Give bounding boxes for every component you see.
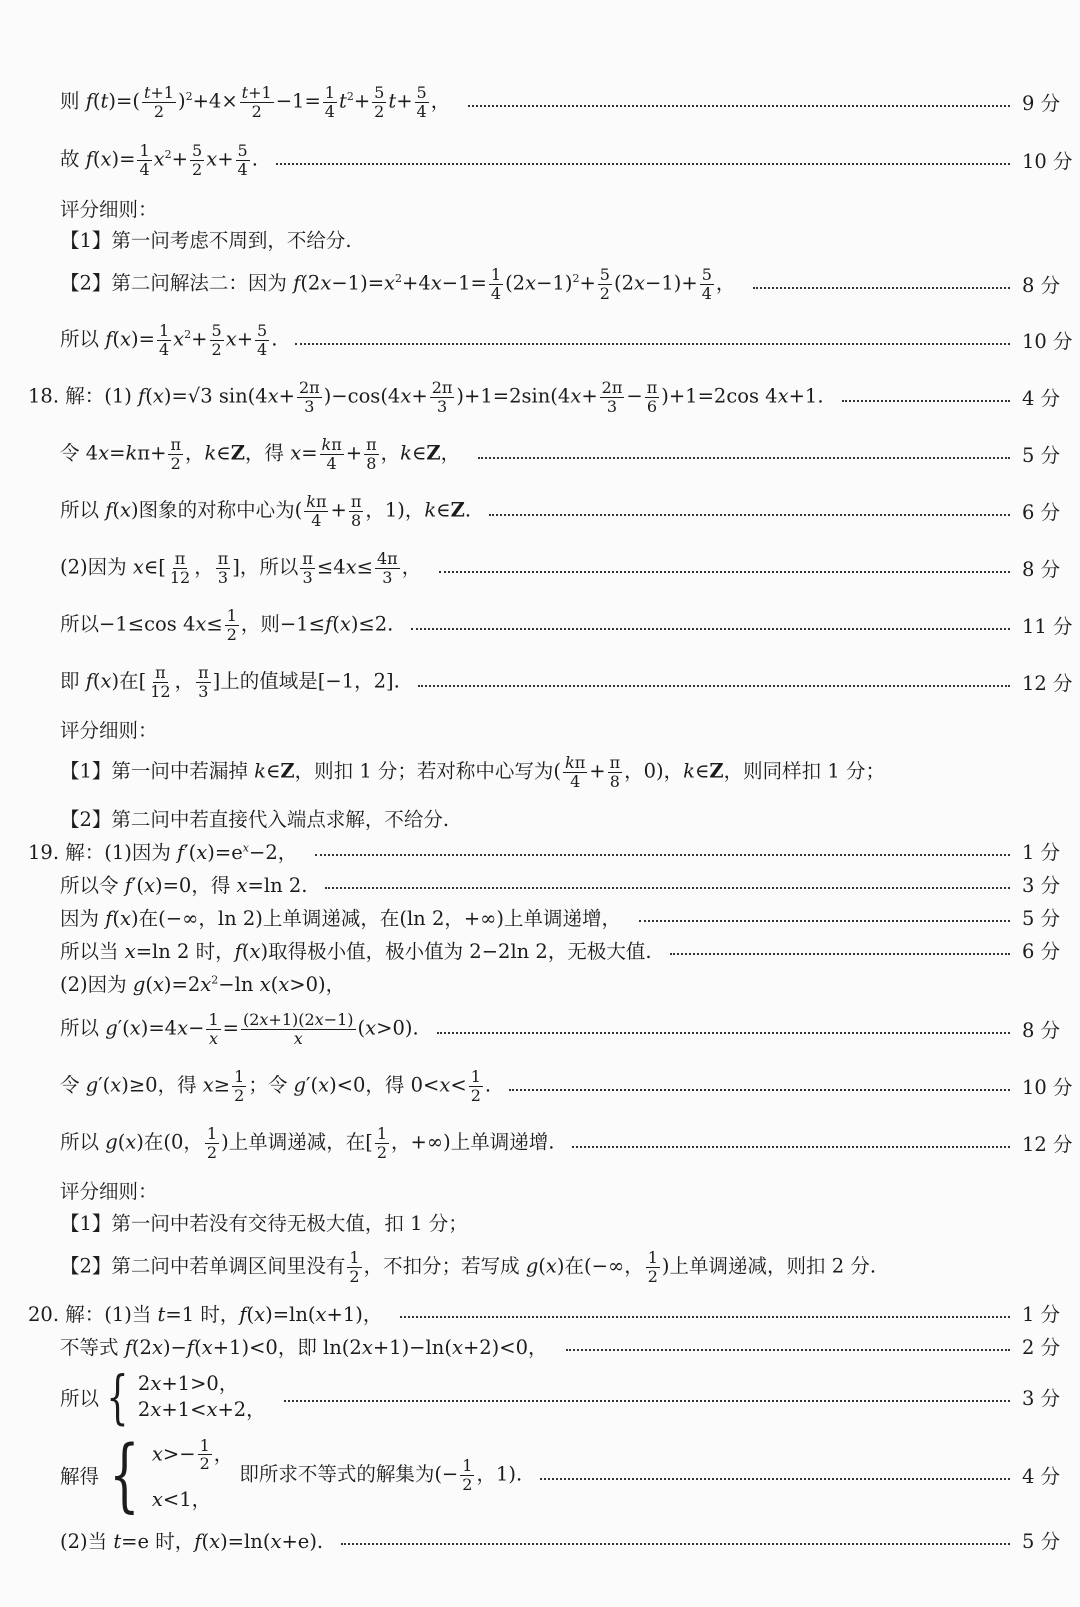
solution-line xyxy=(0,262,1080,306)
score-label: 12 分 xyxy=(1022,1133,1073,1156)
grading-rule: 【1】第一问中若没有交待无极大值，扣 1 分； xyxy=(60,1212,468,1235)
solution-line xyxy=(0,1298,1080,1328)
leader-dots xyxy=(489,514,1010,516)
leader-dots xyxy=(566,1349,1010,1351)
math-expression: 【2】第二问中若单调区间里没有 $\frac{1}{2}$ ，不扣分；若写成 g(x)在(−∞， $\frac{1}{2}$ )上单调递减，则扣 2 分. xyxy=(60,1247,877,1286)
leader-dots xyxy=(842,400,1010,402)
grading-rule xyxy=(0,1245,1080,1289)
leader-dots xyxy=(439,571,1010,573)
score-label: 11 分 xyxy=(1022,615,1073,638)
score-label: 8 分 xyxy=(1022,274,1061,297)
grading-heading: 评分细则： xyxy=(60,719,158,742)
solution-line xyxy=(0,1331,1080,1361)
math-expression: 20. 解：(1)当 t=1 时，f(x)=ln(x+1)， xyxy=(28,1303,383,1326)
math-expression: 19. 解：(1)因为 $f'(x)=e^x-2$， xyxy=(28,841,298,864)
score-label: 5 分 xyxy=(1022,1530,1061,1553)
math-expression: 所以 { 2x+1>0， 2x+1<x+2， xyxy=(60,1363,266,1431)
leader-dots xyxy=(341,1543,1010,1545)
solution-line xyxy=(0,546,1080,590)
math-expression: 则 f(t)=( $\frac{t+1}{2}$ )$^2$+4× $\frac{t+1}{2}$ −1= $\frac{1}{4}$ $t^2+$ $\frac{5}{2}$ t+ $\frac{5}{4}$ ， xyxy=(60,82,451,121)
leader-dots xyxy=(400,1316,1010,1318)
solution-line xyxy=(0,660,1080,704)
math-expression: 即 f(x)在[ $\frac{\pi}{12}$ ， $\frac{\pi}{3}$ ]上的值域是[−1，2]. xyxy=(60,662,400,701)
grading-heading: 评分细则： xyxy=(60,198,158,221)
leader-dots xyxy=(418,685,1010,687)
solution-line xyxy=(0,375,1080,419)
leader-dots xyxy=(509,1089,1010,1091)
score-label: 10 分 xyxy=(1022,150,1073,173)
score-label: 4 分 xyxy=(1022,387,1061,410)
score-label: 6 分 xyxy=(1022,940,1061,963)
solution-line xyxy=(0,432,1080,476)
solution-line xyxy=(0,869,1080,899)
solution-line xyxy=(0,489,1080,533)
score-label: 4 分 xyxy=(1022,1465,1061,1488)
solution-line xyxy=(0,1007,1080,1051)
leader-dots xyxy=(276,163,1010,165)
solution-line xyxy=(0,1064,1080,1108)
math-expression: 所以 f(x)图象的对称中心为( $\frac{k\pi}{4}$ + $\frac{\pi}{8}$ ，1)，k∈Z. xyxy=(60,491,472,530)
leader-dots xyxy=(670,953,1010,955)
math-expression: 故 f(x)= $\frac{1}{4}$ $x^2+$ $\frac{5}{2}$ x+ $\frac{5}{4}$ . xyxy=(60,140,258,179)
leader-dots xyxy=(540,1478,1010,1480)
leader-dots xyxy=(284,1400,1010,1402)
grading-rule xyxy=(0,750,1080,794)
solution-line xyxy=(0,1428,1080,1521)
leader-dots xyxy=(468,105,1010,107)
solution-line xyxy=(0,80,1080,124)
math-expression: 所以 g′(x)=4x− $\frac{1}{x}$ = $\frac{(2x+1)(2x-1)}{x}$ (x>0). xyxy=(60,1009,419,1048)
leader-dots xyxy=(315,854,1010,856)
leader-dots xyxy=(411,628,1010,630)
solution-line xyxy=(0,968,1080,998)
score-label: 3 分 xyxy=(1022,1387,1061,1410)
score-label: 9 分 xyxy=(1022,92,1061,115)
score-label: 8 分 xyxy=(1022,558,1061,581)
score-label: 1 分 xyxy=(1022,1303,1061,1326)
score-label: 3 分 xyxy=(1022,874,1061,897)
math-expression: 解得 { x>− $\frac{1}{2}$ ， x<1， 即所求不等式的解集为(− $\frac{1}{2}$ ，1). xyxy=(60,1428,523,1521)
solution-line xyxy=(0,935,1080,965)
grading-rule: 【2】第二问中若直接代入端点求解，不给分. xyxy=(60,808,450,831)
math-expression: 因为 f(x)在(−∞，ln 2)上单调递减，在(ln 2，+∞)上单调递增， xyxy=(60,907,622,930)
math-expression: 所以令 f′(x)=0，得 x=ln 2. xyxy=(60,874,308,897)
leader-dots xyxy=(572,1146,1010,1148)
leader-dots xyxy=(325,887,1010,889)
score-label: 8 分 xyxy=(1022,1019,1061,1042)
leader-dots xyxy=(639,920,1010,922)
score-label: 2 分 xyxy=(1022,1336,1061,1359)
math-expression: (2)当 t=e 时，f(x)=ln(x+e). xyxy=(60,1530,324,1553)
solution-line xyxy=(0,138,1080,182)
score-label: 1 分 xyxy=(1022,841,1061,864)
math-expression: (2)因为 $g(x)=2x^2-\ln$ x(x>0)， xyxy=(60,973,346,996)
math-expression: 18. 解：(1) f(x)=√3 sin(4x+ $\frac{2\pi}{3}$ )−cos(4x+ $\frac{2\pi}{3}$ )+1=2sin(4x+ $\frac{2\pi}{3}$ − $\frac{\pi}{6}$ )+1=2cos 4x+1. xyxy=(28,377,824,416)
score-label: 5 分 xyxy=(1022,907,1061,930)
leader-dots xyxy=(295,343,1010,345)
solution-line xyxy=(0,836,1080,866)
solution-line xyxy=(0,318,1080,362)
math-expression: 不等式 f(2x)−f(x+1)<0，即 ln(2x+1)−ln(x+2)<0， xyxy=(60,1336,548,1359)
math-expression: (2)因为 x∈[ $\frac{\pi}{12}$ ， $\frac{\pi}{3}$ ]，所以 $\frac{\pi}{3}$ ≤4x≤ $\frac{4\pi}{3}$ ， xyxy=(60,548,422,587)
grading-rule: 【1】第一问考虑不周到，不给分. xyxy=(60,229,352,252)
math-expression: 令 4x=kπ+ $\frac{\pi}{2}$ ，k∈Z，得 x= $\frac{k\pi}{4}$ + $\frac{\pi}{8}$ ，k∈Z， xyxy=(60,434,461,473)
score-label: 12 分 xyxy=(1022,672,1073,695)
score-label: 6 分 xyxy=(1022,501,1061,524)
math-expression: 所以 f(x)= $\frac{1}{4}$ $x^2+$ $\frac{5}{2}$ x+ $\frac{5}{4}$ . xyxy=(60,320,278,359)
score-label: 5 分 xyxy=(1022,444,1061,467)
math-expression: 令 g′(x)≥0，得 x≥ $\frac{1}{2}$ ；令 g′(x)<0，得 0<x< $\frac{1}{2}$ . xyxy=(60,1066,492,1105)
solution-line xyxy=(0,902,1080,932)
math-expression: 【1】第一问中若漏掉 k∈Z，则扣 1 分；若对称中心写为( $\frac{k\pi}{4}$ + $\frac{\pi}{8}$ ，0)，k∈Z，则同样扣 1 分； xyxy=(60,752,885,791)
score-label: 10 分 xyxy=(1022,1076,1073,1099)
grading-heading: 评分细则： xyxy=(60,1180,158,1203)
solution-line xyxy=(0,1121,1080,1165)
leader-dots xyxy=(753,287,1010,289)
math-expression: 所以当 x=ln 2 时，f(x)取得极小值，极小值为 2−2ln 2，无极大值. xyxy=(60,940,652,963)
leader-dots xyxy=(437,1032,1010,1034)
solution-line xyxy=(0,1525,1080,1555)
leader-dots xyxy=(478,457,1010,459)
solution-line xyxy=(0,1363,1080,1431)
score-label: 10 分 xyxy=(1022,330,1073,353)
math-expression: 【2】第二问解法二：因为 $f(2x-1)=x^2+4x-1=$ $\frac{1}{4}$ $(2x-1)^2+$ $\frac{5}{2}$ (2x−1)+ $\frac{5}{4}$ ， xyxy=(60,264,736,303)
math-expression: 所以 g(x)在(0， $\frac{1}{2}$ )上单调递减，在[ $\frac{1}{2}$ ，+∞)上单调递增. xyxy=(60,1123,555,1162)
solution-line xyxy=(0,603,1080,647)
math-expression: 所以−1≤cos 4x≤ $\frac{1}{2}$ ，则−1≤f(x)≤2. xyxy=(60,605,394,644)
